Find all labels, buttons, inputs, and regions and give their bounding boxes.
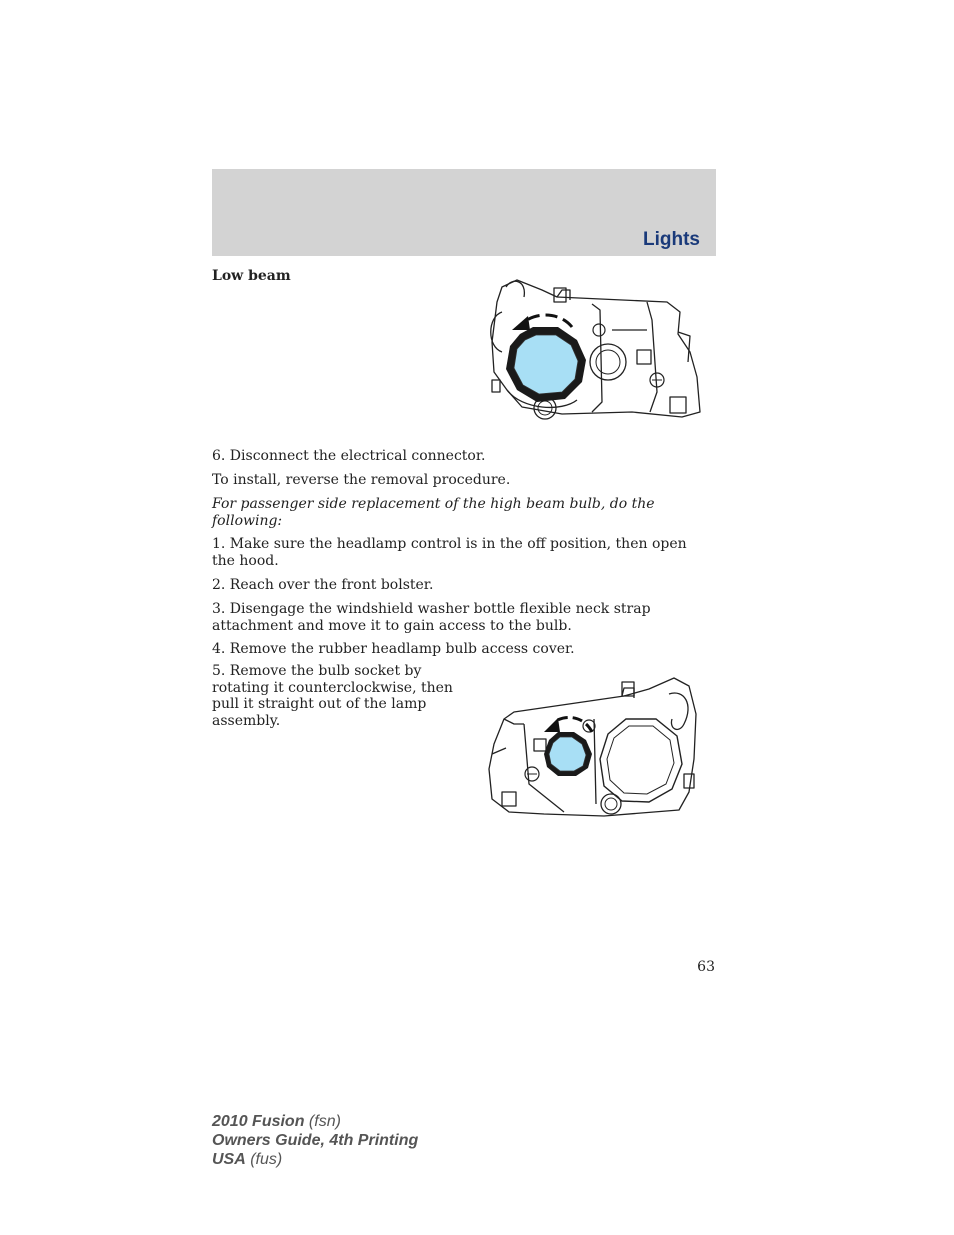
- low-beam-headlamp-illustration: [482, 272, 704, 422]
- page-number: 63: [697, 959, 715, 975]
- step-6: 6. Disconnect the electrical connector.: [212, 448, 486, 464]
- footer-line-1: [212, 1112, 418, 1131]
- header-band: [212, 169, 716, 256]
- step-5: 5. Remove the bulb socket by rotating it counterclockwise, then pull it straight out of the lamp assembly.: [212, 663, 453, 729]
- section-title: Lights: [643, 229, 700, 250]
- low-beam-subhead: Low beam: [212, 268, 291, 284]
- footer-line-3: [212, 1150, 418, 1169]
- step-2: 2. Reach over the front bolster.: [212, 577, 434, 593]
- install-note: To install, reverse the removal procedure.: [212, 472, 511, 488]
- footer-line-2: [212, 1131, 418, 1150]
- step-4: 4. Remove the rubber headlamp bulb access cover.: [212, 641, 575, 657]
- footer-market-code: (fus): [245, 1151, 283, 1168]
- step-1: 1. Make sure the headlamp control is in the off position, then open the hood.: [212, 536, 687, 569]
- step-3: 3. Disengage the windshield washer bottle flexible neck strap attachment and move it to gain access to the bulb.: [212, 601, 651, 634]
- footer: [212, 1112, 418, 1169]
- footer-market: USA: [212, 1151, 246, 1168]
- footer-model-code: (fsn): [304, 1113, 341, 1130]
- footer-model: 2010 Fusion: [212, 1113, 305, 1130]
- high-beam-headlamp-illustration: [484, 674, 706, 824]
- footer-guide: Owners Guide, 4th Printing: [212, 1132, 419, 1149]
- passenger-side-intro: For passenger side replacement of the high beam bulb, do the following:: [212, 496, 655, 529]
